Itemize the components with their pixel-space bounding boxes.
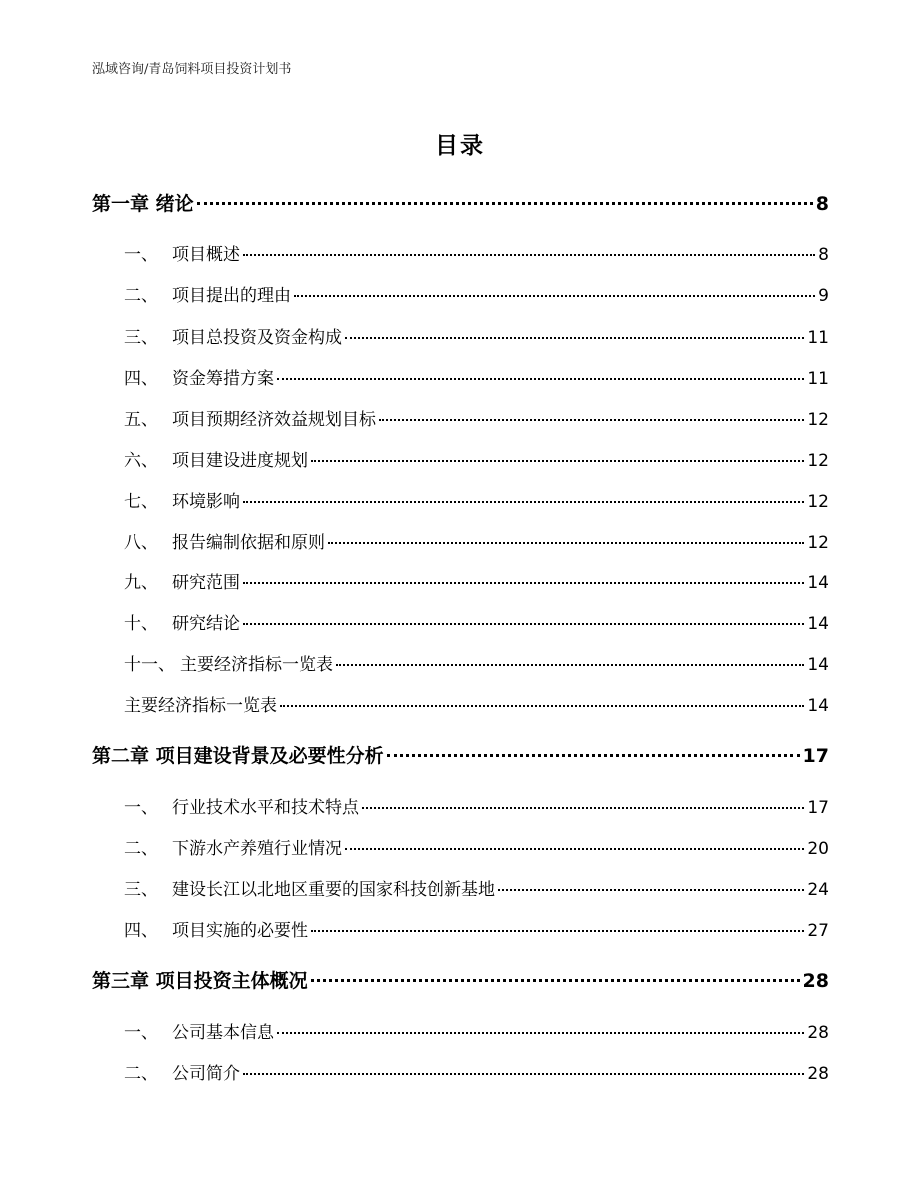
- toc-page-number: 24: [807, 880, 829, 900]
- toc-entry-number: 六、: [124, 451, 158, 471]
- toc-entry-number: 九、: [124, 573, 158, 593]
- toc-entry-title: [124, 650, 333, 675]
- dot-leader: [379, 419, 804, 421]
- dot-leader: [243, 1073, 804, 1075]
- toc-entry-label: 公司基本信息: [172, 1023, 274, 1043]
- toc-page-number: 14: [807, 655, 829, 675]
- toc-entry-title: [124, 446, 308, 471]
- toc-entry-number: 二、: [124, 839, 158, 859]
- toc-entry-number: 十、: [124, 614, 158, 634]
- page-title: 目录: [435, 133, 485, 159]
- toc-entry-label: 研究范围: [172, 573, 240, 593]
- toc-section-entry[interactable]: [124, 916, 829, 941]
- dot-leader: [328, 542, 804, 544]
- toc-entry-number: 八、: [124, 533, 158, 553]
- toc-entry-number: 一、: [124, 245, 158, 265]
- dot-leader: [336, 664, 804, 666]
- toc-entry-label: 行业技术水平和技术特点: [172, 798, 359, 818]
- toc-entry-label: 主要经济指标一览表: [124, 696, 277, 716]
- toc-section-entry[interactable]: [124, 568, 829, 593]
- dot-leader: [277, 378, 804, 380]
- toc-page-number: 28: [807, 1064, 829, 1084]
- dot-leader: [243, 254, 815, 256]
- toc-entry-label: 项目实施的必要性: [172, 921, 308, 941]
- toc-section-entry[interactable]: [124, 1059, 829, 1084]
- toc-entry-label: 研究结论: [172, 614, 240, 634]
- toc-section-entry[interactable]: [124, 650, 829, 675]
- toc-entry-label: 项目概述: [172, 245, 240, 265]
- toc-section-entry[interactable]: [124, 528, 829, 553]
- toc-entry-title: [124, 875, 495, 900]
- dot-leader: [311, 460, 804, 462]
- toc-entry-title: [124, 793, 359, 818]
- dot-leader: [387, 754, 800, 757]
- toc-page-number: 11: [807, 328, 829, 348]
- toc-entry-title: [124, 1018, 274, 1043]
- toc-page-number: 17: [802, 745, 829, 767]
- dot-leader: [277, 1032, 804, 1034]
- toc-section-entry[interactable]: [124, 834, 829, 859]
- toc-entry-label: 项目建设进度规划: [172, 451, 308, 471]
- running-header: 泓域咨询/青岛饲料项目投资计划书: [92, 62, 292, 77]
- toc-page-number: 12: [807, 492, 829, 512]
- toc-page-number: 8: [815, 193, 829, 215]
- toc-entry-label: 第一章 绪论: [92, 193, 194, 215]
- toc-entry-number: 五、: [124, 410, 158, 430]
- toc-entry-title: [124, 364, 274, 389]
- toc-entry-label: 公司简介: [172, 1064, 240, 1084]
- dot-leader: [311, 979, 800, 982]
- dot-leader: [362, 807, 804, 809]
- toc-chapter-entry[interactable]: [92, 741, 829, 768]
- toc-entry-title: [124, 609, 240, 634]
- toc-section-entry[interactable]: [124, 446, 829, 471]
- toc-entry-number: 四、: [124, 921, 158, 941]
- toc-section-entry[interactable]: [124, 691, 829, 716]
- toc-entry-label: 主要经济指标一览表: [180, 655, 333, 675]
- toc-entry-number: 一、: [124, 798, 158, 818]
- toc-entry-title: [92, 189, 194, 216]
- toc-page-number: 14: [807, 573, 829, 593]
- toc-section-entry[interactable]: [124, 240, 829, 265]
- dot-leader: [243, 623, 804, 625]
- toc-page-number: 9: [818, 286, 829, 306]
- toc-chapter-entry[interactable]: [92, 966, 829, 993]
- toc-page-number: 20: [807, 839, 829, 859]
- toc-entry-number: 二、: [124, 1064, 158, 1084]
- dot-leader: [498, 889, 804, 891]
- toc-entry-label: 建设长江以北地区重要的国家科技创新基地: [172, 880, 495, 900]
- toc-entry-title: [124, 568, 240, 593]
- toc-section-entry[interactable]: [124, 609, 829, 634]
- toc-entry-title: [124, 405, 376, 430]
- toc-page-number: 14: [807, 696, 829, 716]
- toc-entry-title: [124, 1059, 240, 1084]
- toc-entry-label: 第三章 项目投资主体概况: [92, 970, 308, 992]
- toc-entry-label: 报告编制依据和原则: [172, 533, 325, 553]
- toc-entry-title: [124, 691, 277, 716]
- toc-page-number: 17: [807, 798, 829, 818]
- toc-entry-number: 十一、: [124, 655, 175, 675]
- toc-entry-title: [124, 281, 291, 306]
- toc-entry-label: 环境影响: [172, 492, 240, 512]
- dot-leader: [197, 202, 813, 205]
- toc-entry-label: 第二章 项目建设背景及必要性分析: [92, 745, 384, 767]
- toc-entry-title: [124, 323, 342, 348]
- toc-section-entry[interactable]: [124, 1018, 829, 1043]
- toc-page-number: 28: [807, 1023, 829, 1043]
- toc-section-entry[interactable]: [124, 364, 829, 389]
- toc-page-number: 12: [807, 451, 829, 471]
- toc-entry-label: 项目提出的理由: [172, 286, 291, 306]
- toc-section-entry[interactable]: [124, 405, 829, 430]
- dot-leader: [294, 295, 815, 297]
- toc-entry-title: [92, 966, 308, 993]
- toc-page-number: 8: [818, 245, 829, 265]
- dot-leader: [345, 337, 804, 339]
- dot-leader: [311, 930, 804, 932]
- toc-entry-number: 二、: [124, 286, 158, 306]
- dot-leader: [345, 848, 804, 850]
- toc-entry-label: 项目预期经济效益规划目标: [172, 410, 376, 430]
- toc-page-number: 12: [807, 410, 829, 430]
- toc-page-number: 14: [807, 614, 829, 634]
- toc-section-entry[interactable]: [124, 875, 829, 900]
- toc-entry-number: 一、: [124, 1023, 158, 1043]
- toc-entry-title: [124, 528, 325, 553]
- dot-leader: [243, 582, 804, 584]
- toc-entry-label: 资金筹措方案: [172, 369, 274, 389]
- toc-entry-label: 项目总投资及资金构成: [172, 328, 342, 348]
- toc-section-entry[interactable]: [124, 323, 829, 348]
- toc-entry-title: [124, 834, 342, 859]
- toc-entry-number: 七、: [124, 492, 158, 512]
- toc-section-entry[interactable]: [124, 487, 829, 512]
- toc-entry-number: 三、: [124, 880, 158, 900]
- dot-leader: [243, 501, 804, 503]
- toc-entry-title: [124, 240, 240, 265]
- toc-entry-number: 四、: [124, 369, 158, 389]
- toc-entry-number: 三、: [124, 328, 158, 348]
- toc-page-number: 11: [807, 369, 829, 389]
- toc-page-number: 12: [807, 533, 829, 553]
- toc-entry-label: 下游水产养殖行业情况: [172, 839, 342, 859]
- toc-section-entry[interactable]: [124, 281, 829, 306]
- toc-page-number: 28: [802, 970, 829, 992]
- toc-entry-title: [124, 487, 240, 512]
- dot-leader: [280, 705, 804, 707]
- toc-section-entry[interactable]: [124, 793, 829, 818]
- toc-entry-title: [92, 741, 384, 768]
- toc-entry-title: [124, 916, 308, 941]
- toc-chapter-entry[interactable]: [92, 189, 829, 216]
- toc-page-number: 27: [807, 921, 829, 941]
